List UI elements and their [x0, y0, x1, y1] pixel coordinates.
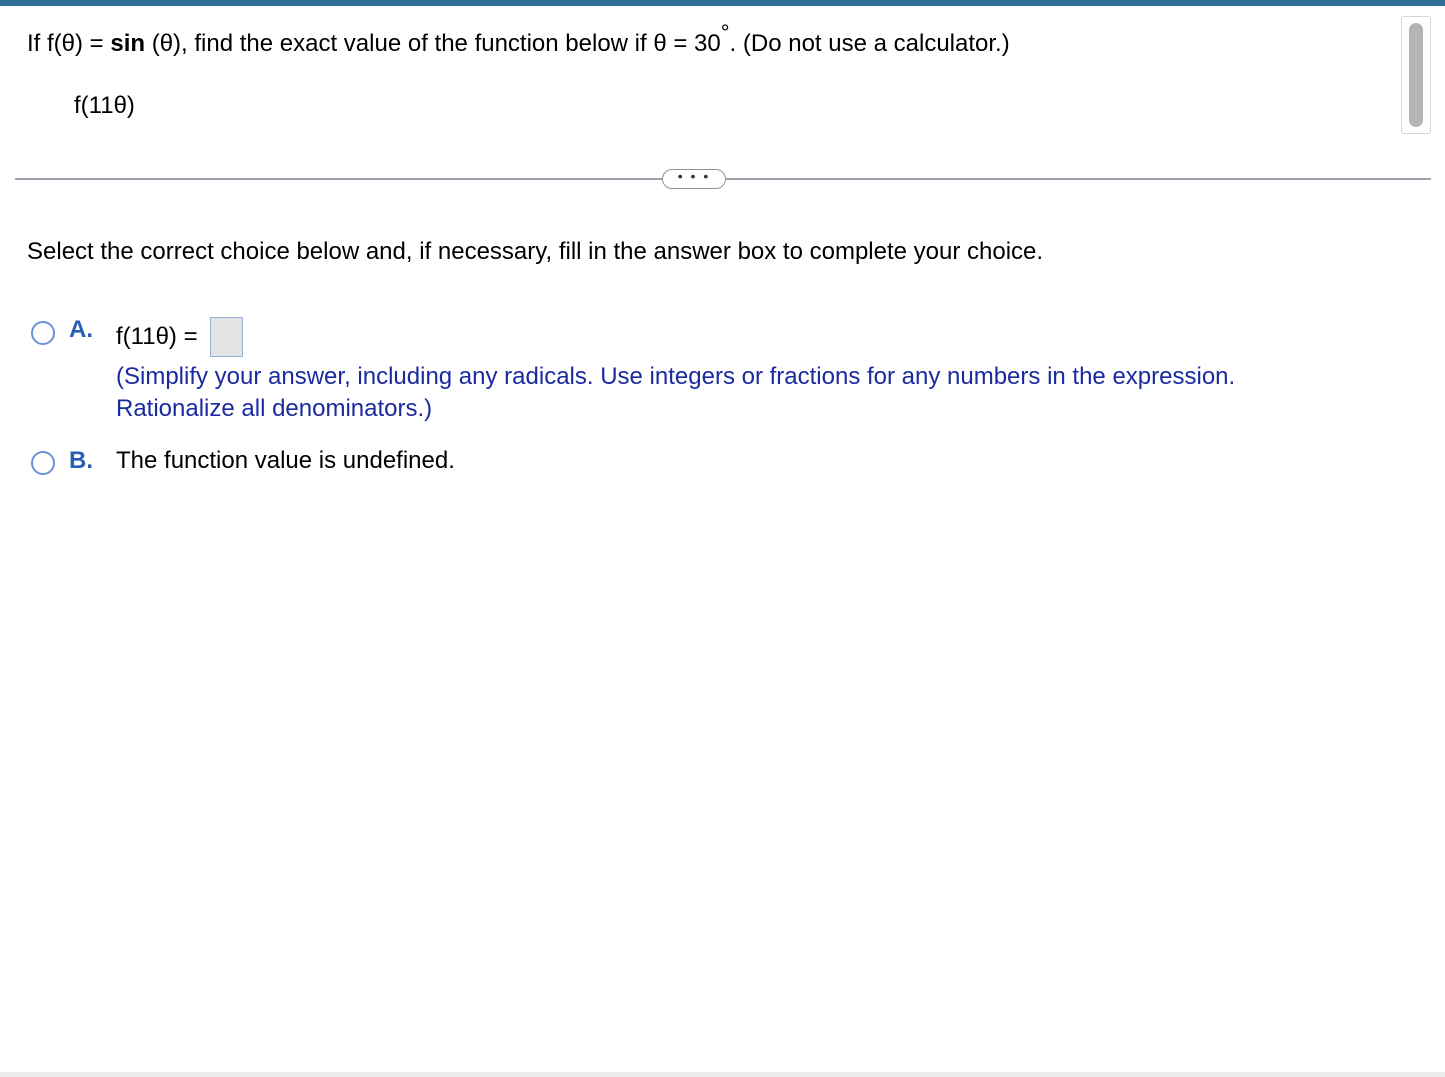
question-prefix: If f(θ) = [27, 30, 111, 57]
ellipsis-icon: • • • [677, 168, 711, 184]
function-expression: f(11θ) [74, 92, 135, 119]
answer-hint-line-2: Rationalize all denominators.) [116, 395, 433, 422]
scrollbar-thumb[interactable] [1409, 23, 1423, 127]
choice-b-text: The function value is undefined. [116, 447, 455, 474]
question-scrollbar[interactable] [1401, 16, 1431, 134]
more-options-button[interactable] [662, 169, 726, 189]
choice-b-letter: B. [69, 447, 93, 474]
question-middle: (θ), find the exact value of the function below if θ = 30 [145, 30, 721, 57]
choice-a-letter: A. [69, 316, 93, 343]
choice-a-radio[interactable] [31, 321, 55, 345]
choice-b-radio[interactable] [31, 451, 55, 475]
question-suffix: . (Do not use a calculator.) [729, 30, 1010, 57]
answer-input-box[interactable] [210, 317, 243, 357]
instructions-text: Select the correct choice below and, if necessary, fill in the answer box to complete your choice. [27, 238, 1044, 265]
question-function: sin [110, 30, 146, 57]
degree-symbol: ° [720, 20, 730, 45]
answer-hint [116, 361, 1235, 425]
choice-a-label: f(11θ) = [116, 323, 198, 350]
answer-hint-line-1: (Simplify your answer, including any radicals. Use integers or fractions for any numbers in the expression. [116, 363, 1236, 390]
bottom-bar [0, 1072, 1445, 1077]
question-text [27, 20, 1010, 59]
top-accent-bar [0, 0, 1445, 6]
